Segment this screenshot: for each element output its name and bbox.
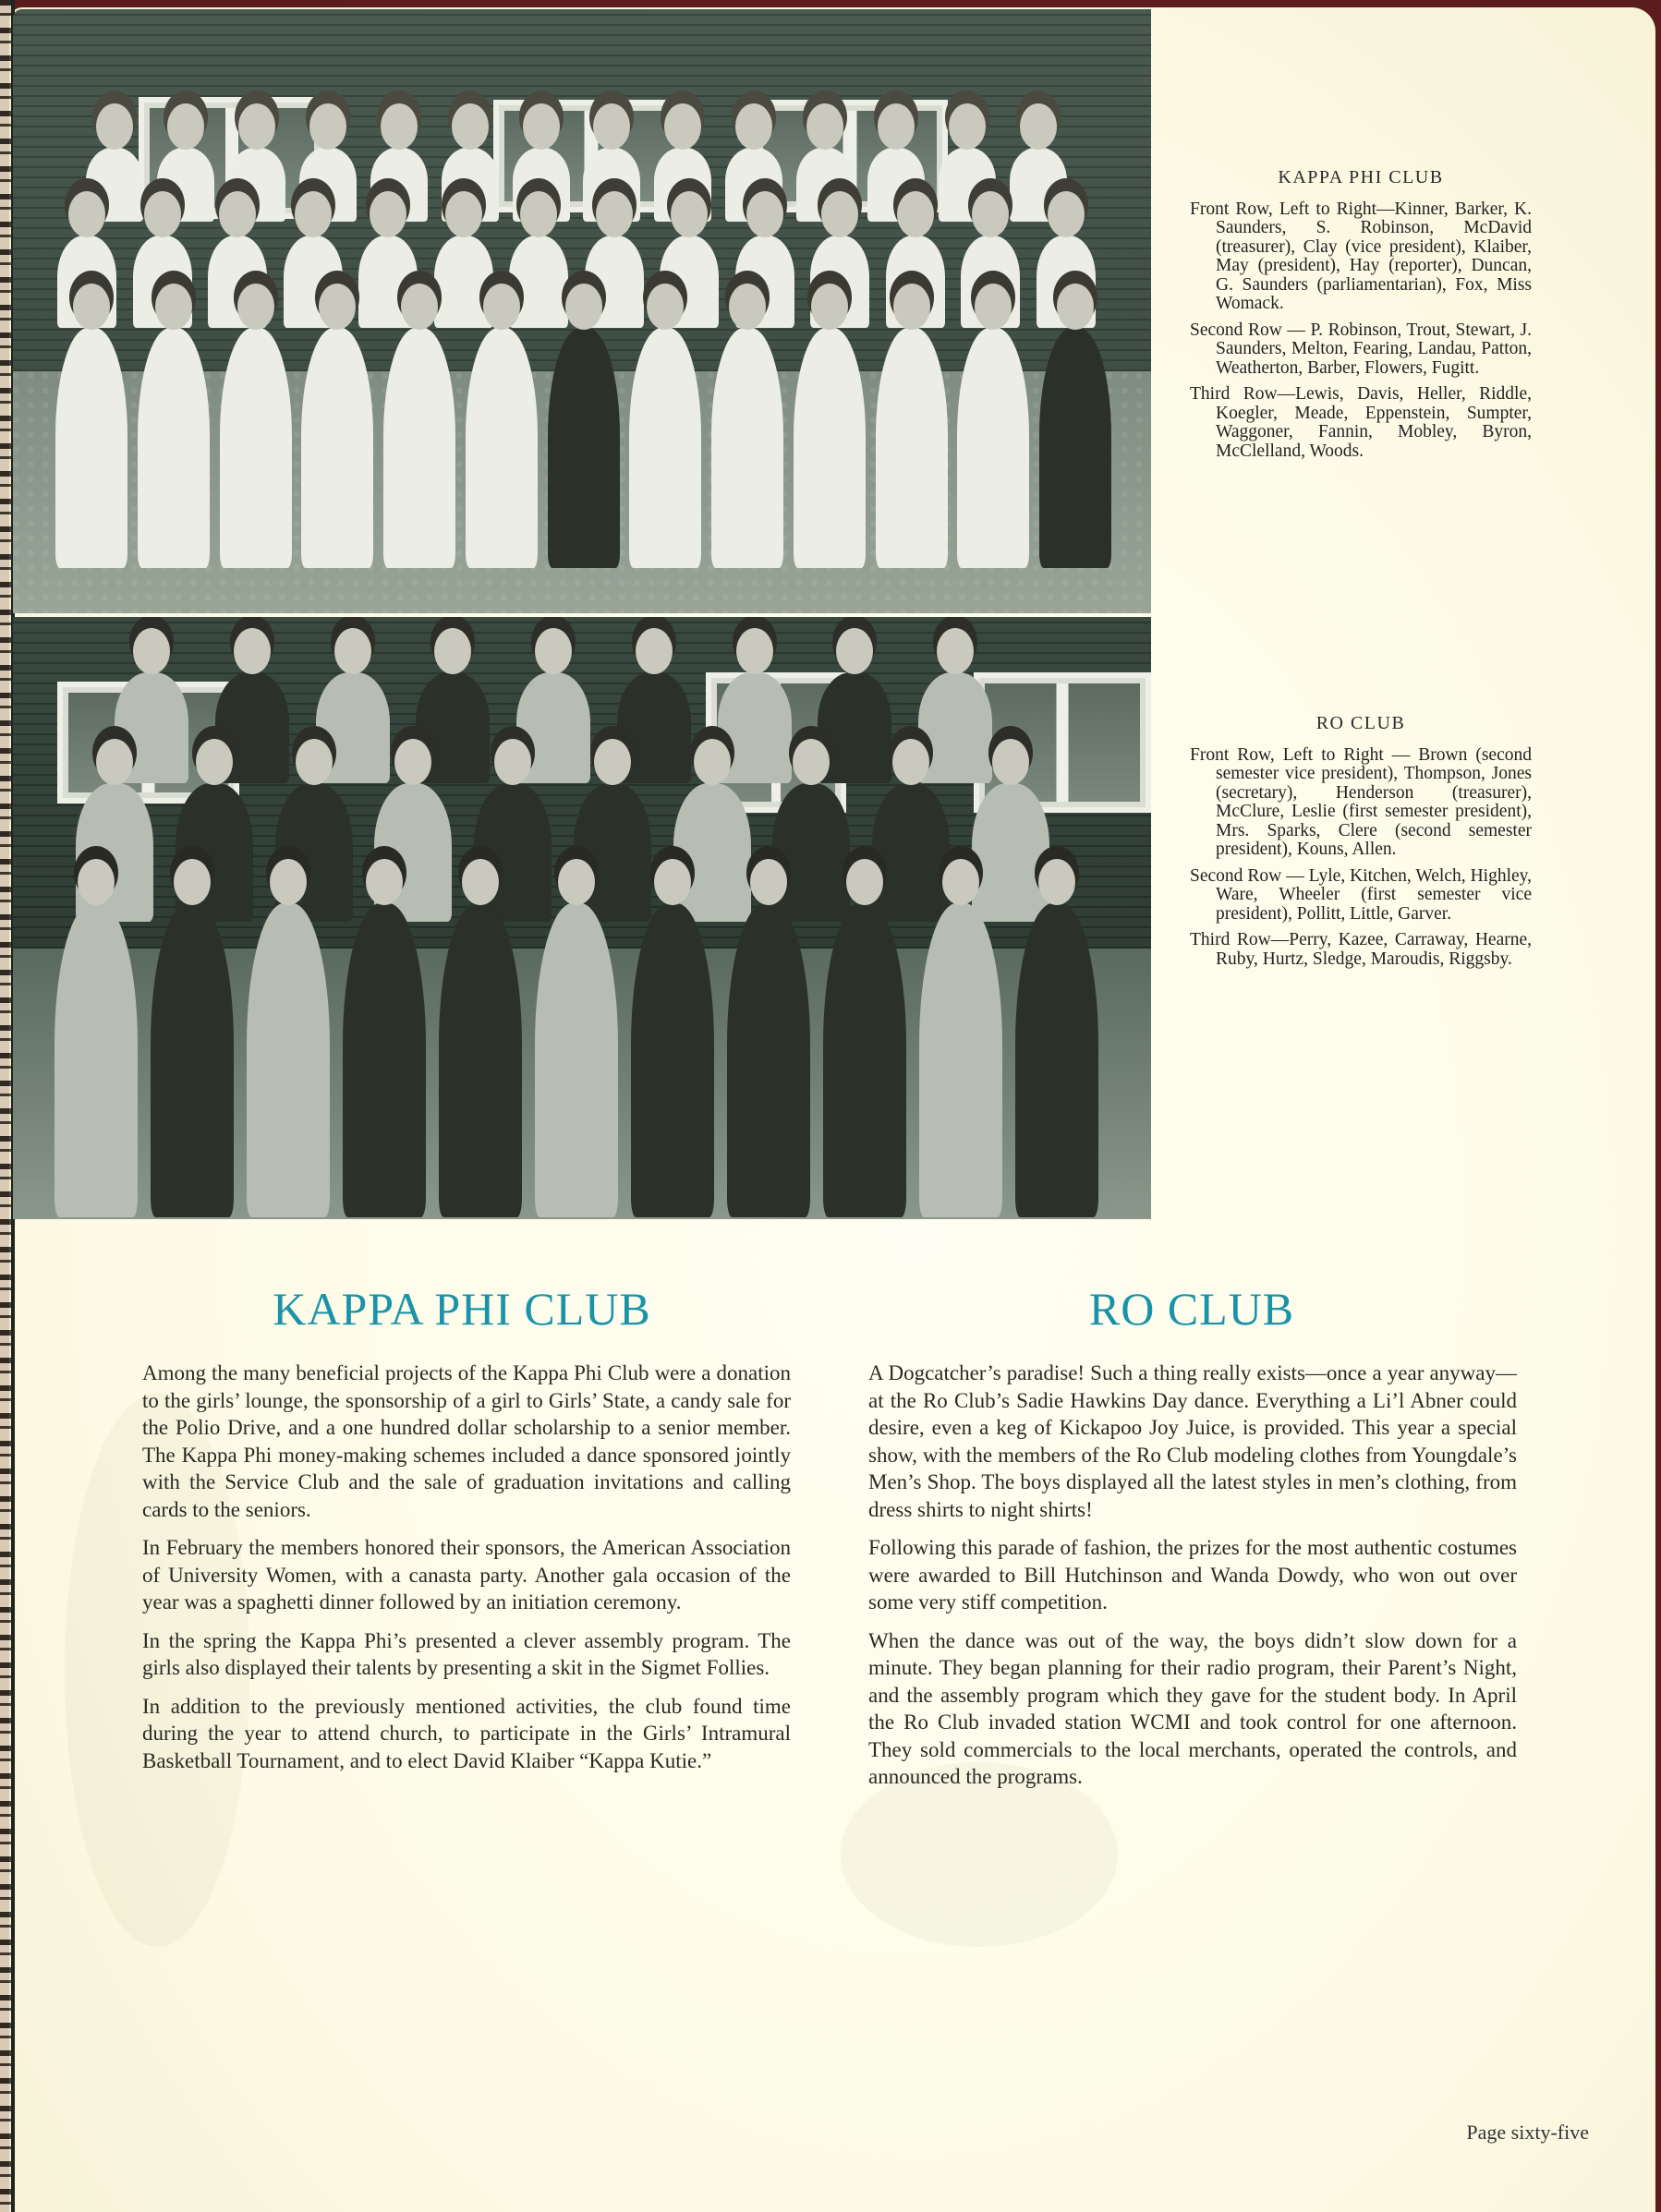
person-head (736, 628, 773, 674)
person-figure (919, 903, 1002, 1217)
person-figure (631, 903, 714, 1217)
person-head (366, 859, 403, 905)
person-figure (918, 672, 992, 783)
person-head (893, 284, 930, 330)
person-head (694, 739, 731, 785)
person-head (811, 284, 848, 330)
person-figure (535, 903, 618, 1217)
person-head (1057, 284, 1094, 330)
person-figure (772, 783, 850, 922)
person-head (1048, 191, 1085, 237)
caption-title: KAPPA PHI CLUB (1278, 167, 1444, 187)
person-figure (727, 903, 810, 1217)
person-figure (823, 903, 906, 1217)
caption-row-second: Second Row — P. Robinson, Trout, Stewart, J. Saunders, Melton, Fearing, Landau, Patton, Weatherton, Barber, Flowers, Fugitt. (1190, 320, 1532, 378)
person-figure (439, 903, 522, 1217)
person-figure (548, 328, 620, 568)
person-figure (151, 903, 234, 1217)
caption-row-front: Front Row, Left to Right — Brown (second semester vice president), Thompson, Jones (secretary), Henderson (treasurer), McClure, Leslie (first semester president), Mrs. Sparks, Clere (second semester president), Kouns, Allen. (1190, 744, 1532, 859)
person-head (636, 628, 673, 674)
person-head (937, 628, 974, 674)
person-head (319, 284, 356, 330)
person-head (647, 284, 684, 330)
kappa-phi-photo-caption (1190, 168, 1532, 468)
caption-row-second: Second Row — Lyle, Kitchen, Welch, Highley, Ware, Wheeler (first semester vice president), Pollitt, Little, Garver. (1190, 865, 1532, 924)
person-head (445, 191, 482, 237)
ro-club-heading: RO CLUB (1088, 1283, 1295, 1335)
person-figure (972, 783, 1049, 922)
person-figure (1039, 328, 1111, 568)
article-paragraph: In addition to the previously mentioned activities, the club found time during the year to attend church, to participate in the Girls’ Intramural Basketball Tournament, and to elect David Klaiber “Kappa Kutie.” (142, 1694, 791, 1772)
person-head (270, 859, 307, 905)
caption-row-third: Third Row—Perry, Kazee, Carraway, Hearne, Ruby, Hurtz, Sledge, Maroudis, Riggsby. (1190, 930, 1532, 969)
ro-club-group-photo (13, 617, 1151, 1219)
person-head (992, 739, 1029, 785)
person-head (750, 859, 787, 905)
person-head (942, 859, 979, 905)
person-figure (383, 328, 455, 568)
article-paragraph: Among the many beneficial projects of the Kappa Phi Club were a donation to the girls’ lounge, the sponsorship of a girl to Girls’ State, a candy sale for the Polio Drive, and a one hundred dollar scholarship to a senior member. The Kappa Phi money-making schemes included a dance sponsored jointly with the Service Club and the sale of graduation invitations and calling cards to the seniors. (142, 1361, 791, 1521)
person-head (729, 284, 766, 330)
kappa-phi-group-photo (13, 9, 1151, 613)
article-paragraph: Following this parade of fashion, the prizes for the most authentic costumes were awarded to Bill Hutchinson and Wanda Dowdy, who won out over some very stiff competition. (868, 1536, 1517, 1614)
person-head (452, 103, 489, 150)
person-head (520, 191, 557, 237)
person-head (370, 191, 406, 237)
person-head (155, 284, 192, 330)
person-head (96, 103, 133, 150)
person-figure (711, 328, 783, 568)
person-head (523, 103, 560, 150)
person-head (309, 103, 346, 150)
person-head (897, 191, 934, 237)
person-head (892, 739, 929, 785)
kappa-phi-heading: KAPPA PHI CLUB (273, 1283, 651, 1335)
person-figure (55, 903, 138, 1217)
person-head (167, 103, 204, 150)
person-figure (876, 328, 948, 568)
person-head (238, 103, 275, 150)
person-head (96, 739, 133, 785)
person-head (401, 284, 438, 330)
person-head (535, 628, 572, 674)
person-head (334, 628, 371, 674)
person-figure (629, 328, 701, 568)
person-head (594, 739, 631, 785)
person-head (174, 859, 211, 905)
person-figure (466, 328, 538, 568)
person-figure (55, 328, 127, 568)
ro-club-photo-caption (1190, 714, 1532, 976)
kappa-phi-article (142, 1360, 791, 1785)
person-head (196, 739, 233, 785)
person-head (836, 628, 873, 674)
article-paragraph: When the dance was out of the way, the boys didn’t slow down for a minute. They began planning for their radio program, their Parent’s Night, and the assembly program which they gave for the student body. In April the Ro Club invaded station WCMI and took control for one afternoon. They sold commercials to the local merchants, operated the controls, and announced the programs. (868, 1628, 1517, 1788)
person-figure (673, 783, 751, 922)
person-head (133, 628, 170, 674)
person-head (494, 739, 531, 785)
person-head (975, 284, 1012, 330)
article-paragraph: In the spring the Kappa Phi’s presented a clever assembly program. The girls also displayed their talents by presenting a skit in the Sigmet Follies. (142, 1628, 791, 1679)
person-figure (138, 328, 210, 568)
person-head (746, 191, 783, 237)
person-head (237, 284, 274, 330)
person-head (596, 191, 633, 237)
person-figure (1015, 903, 1098, 1217)
person-head (462, 859, 499, 905)
person-head (846, 859, 883, 905)
caption-row-front: Front Row, Left to Right—Kinner, Barker, K. Saunders, S. Robinson, McDavid (treasurer), Clay (vice president), Klaiber, May (president), Hay (reporter), Duncan, G. Saunders (parliamentarian), Fox, Miss Womack. (1190, 199, 1532, 313)
article-paragraph: A Dogcatcher’s paradise! Such a thing really exists—once a year anyway—at the Ro Club’s Sadie Hawkins Day dance. Everything a Li’l Abner could desire, even a keg of Kickapoo Joy Juice, is provided. This year a special show, with the members of the Ro Club modeling clothes from Youngdale’s Men’s Shop. The boys displayed all the latest styles in men’s clothing, from dress shirts to night shirts! (868, 1361, 1517, 1521)
person-head (558, 859, 595, 905)
person-figure (794, 328, 866, 568)
person-head (219, 191, 256, 237)
caption-title: RO CLUB (1315, 713, 1406, 733)
person-head (78, 859, 115, 905)
caption-row-third: Third Row—Lewis, Davis, Heller, Riddle, Koegler, Meade, Eppenstein, Sumpter, Waggoner, Fannin, Mobley, Byron, McClelland, Woods. (1190, 384, 1532, 461)
person-figure (343, 903, 426, 1217)
person-figure (301, 328, 373, 568)
person-head (295, 191, 332, 237)
person-figure (872, 783, 950, 922)
person-head (381, 103, 418, 150)
page-number: Page sixty-five (1466, 2121, 1589, 2144)
person-head (565, 284, 602, 330)
person-head (144, 191, 181, 237)
person-head (434, 628, 471, 674)
person-head (1020, 103, 1057, 150)
person-head (296, 739, 333, 785)
article-paragraph: In February the members honored their sponsors, the American Association of University Women, with a canasta party. Another gala occasion of the year was a spaghetti dinner followed by an initiation ceremony. (142, 1536, 791, 1614)
person-head (483, 284, 520, 330)
person-head (654, 859, 691, 905)
person-figure (220, 328, 292, 568)
person-head (1038, 859, 1075, 905)
person-head (234, 628, 271, 674)
person-head (949, 103, 986, 150)
person-head (68, 191, 105, 237)
person-head (806, 103, 843, 150)
person-figure (247, 903, 330, 1217)
person-head (878, 103, 915, 150)
person-head (73, 284, 110, 330)
person-figure (957, 328, 1029, 568)
ro-club-article (868, 1360, 1517, 1802)
